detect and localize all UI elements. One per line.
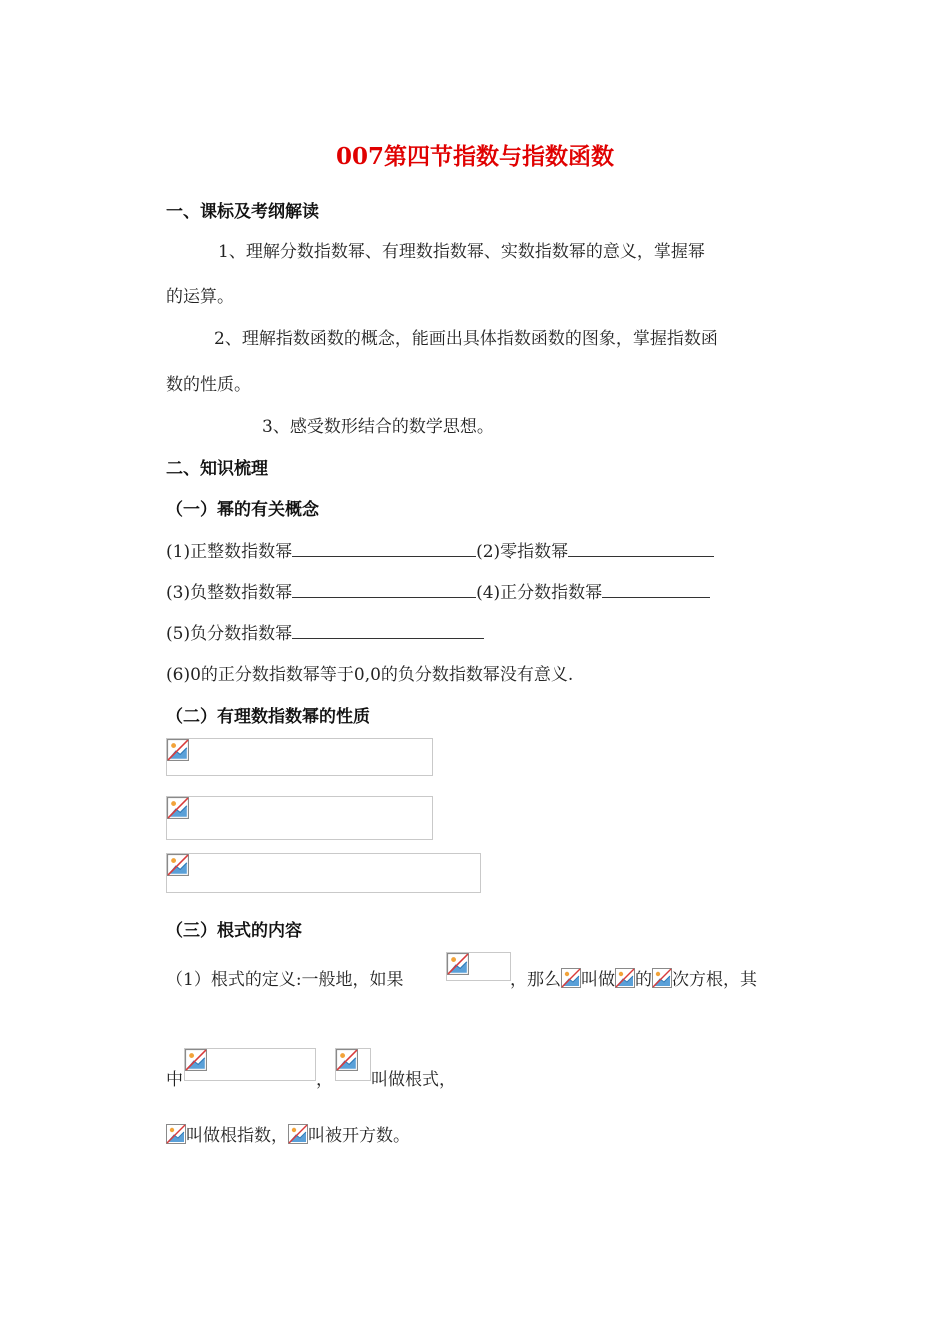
radical-index-line bbox=[166, 1121, 410, 1146]
text-root-index: 叫做根指数， bbox=[186, 1126, 288, 1146]
subsection-heading-1: （一）幂的有关概念 bbox=[166, 500, 319, 520]
broken-image-icon bbox=[652, 968, 672, 988]
broken-image-icon bbox=[167, 854, 189, 876]
text-called: 叫做 bbox=[581, 970, 615, 990]
formula-image-3 bbox=[166, 853, 481, 893]
broken-image-icon bbox=[167, 797, 189, 819]
text-of: 的 bbox=[635, 970, 652, 990]
radical-text-called-radical: 叫做根式， bbox=[371, 1070, 456, 1090]
section-heading-1: 一、课标及考纲解读 bbox=[166, 202, 319, 222]
answer-blank[interactable] bbox=[292, 539, 476, 557]
broken-image-icon bbox=[447, 953, 469, 975]
answer-blank[interactable] bbox=[568, 539, 714, 557]
broken-image-icon bbox=[561, 968, 581, 988]
broken-image-icon bbox=[615, 968, 635, 988]
formula-image-radical-symbol bbox=[335, 1048, 371, 1081]
objective-2-line-1: 2、理解指数函数的概念，能画出具体指数函数的图象，掌握指数函 bbox=[214, 329, 718, 349]
positive-fraction-power-label: (4)正分数指数幂 bbox=[476, 583, 603, 603]
text-then: ，那么 bbox=[510, 970, 561, 990]
broken-image-icon bbox=[336, 1049, 358, 1071]
positive-integer-power-label: (1)正整数指数幂 bbox=[166, 542, 293, 562]
zero-power-label: (2)零指数幂 bbox=[476, 542, 569, 562]
definition-line-3 bbox=[166, 619, 484, 644]
formula-image-1 bbox=[166, 738, 433, 776]
radical-text-where: 中 bbox=[166, 1070, 183, 1090]
zero-power-note: (6)0的正分数指数幂等于0,0的负分数指数幂没有意义. bbox=[166, 665, 574, 685]
formula-image-2 bbox=[166, 796, 433, 840]
broken-image-icon bbox=[185, 1049, 207, 1071]
objective-1-line-1: 1、理解分数指数幂、有理数指数幂、实数指数幂的意义，掌握幂 bbox=[218, 242, 705, 262]
negative-integer-power-label: (3)负整数指数幂 bbox=[166, 583, 293, 603]
section-heading-2: 二、知识梳理 bbox=[166, 459, 268, 479]
answer-blank[interactable] bbox=[292, 621, 484, 639]
subsection-heading-3: （三）根式的内容 bbox=[166, 921, 302, 941]
objective-2-line-2: 数的性质。 bbox=[166, 375, 251, 395]
answer-blank[interactable] bbox=[602, 580, 710, 598]
text-nth-root: 次方根，其 bbox=[672, 970, 757, 990]
page-title: 007第四节指数与指数函数 bbox=[335, 143, 614, 170]
answer-blank[interactable] bbox=[292, 580, 476, 598]
radical-definition-continued bbox=[510, 965, 757, 990]
text-radicand: 叫被开方数。 bbox=[308, 1126, 410, 1146]
definition-line-1 bbox=[166, 537, 714, 562]
objective-1-line-2: 的运算。 bbox=[166, 287, 234, 307]
negative-fraction-power-label: (5)负分数指数幂 bbox=[166, 624, 293, 644]
broken-image-icon bbox=[288, 1124, 308, 1144]
formula-image-radical bbox=[184, 1048, 316, 1081]
radical-comma: ， bbox=[316, 1070, 333, 1090]
broken-image-icon bbox=[166, 1124, 186, 1144]
objective-3: 3、感受数形结合的数学思想。 bbox=[262, 417, 494, 437]
definition-line-2 bbox=[166, 578, 710, 603]
subsection-heading-2: （二）有理数指数幂的性质 bbox=[166, 707, 370, 727]
broken-image-icon bbox=[167, 739, 189, 761]
formula-image-condition bbox=[446, 952, 511, 981]
radical-definition-start: （1）根式的定义:一般地，如果 bbox=[166, 970, 404, 990]
